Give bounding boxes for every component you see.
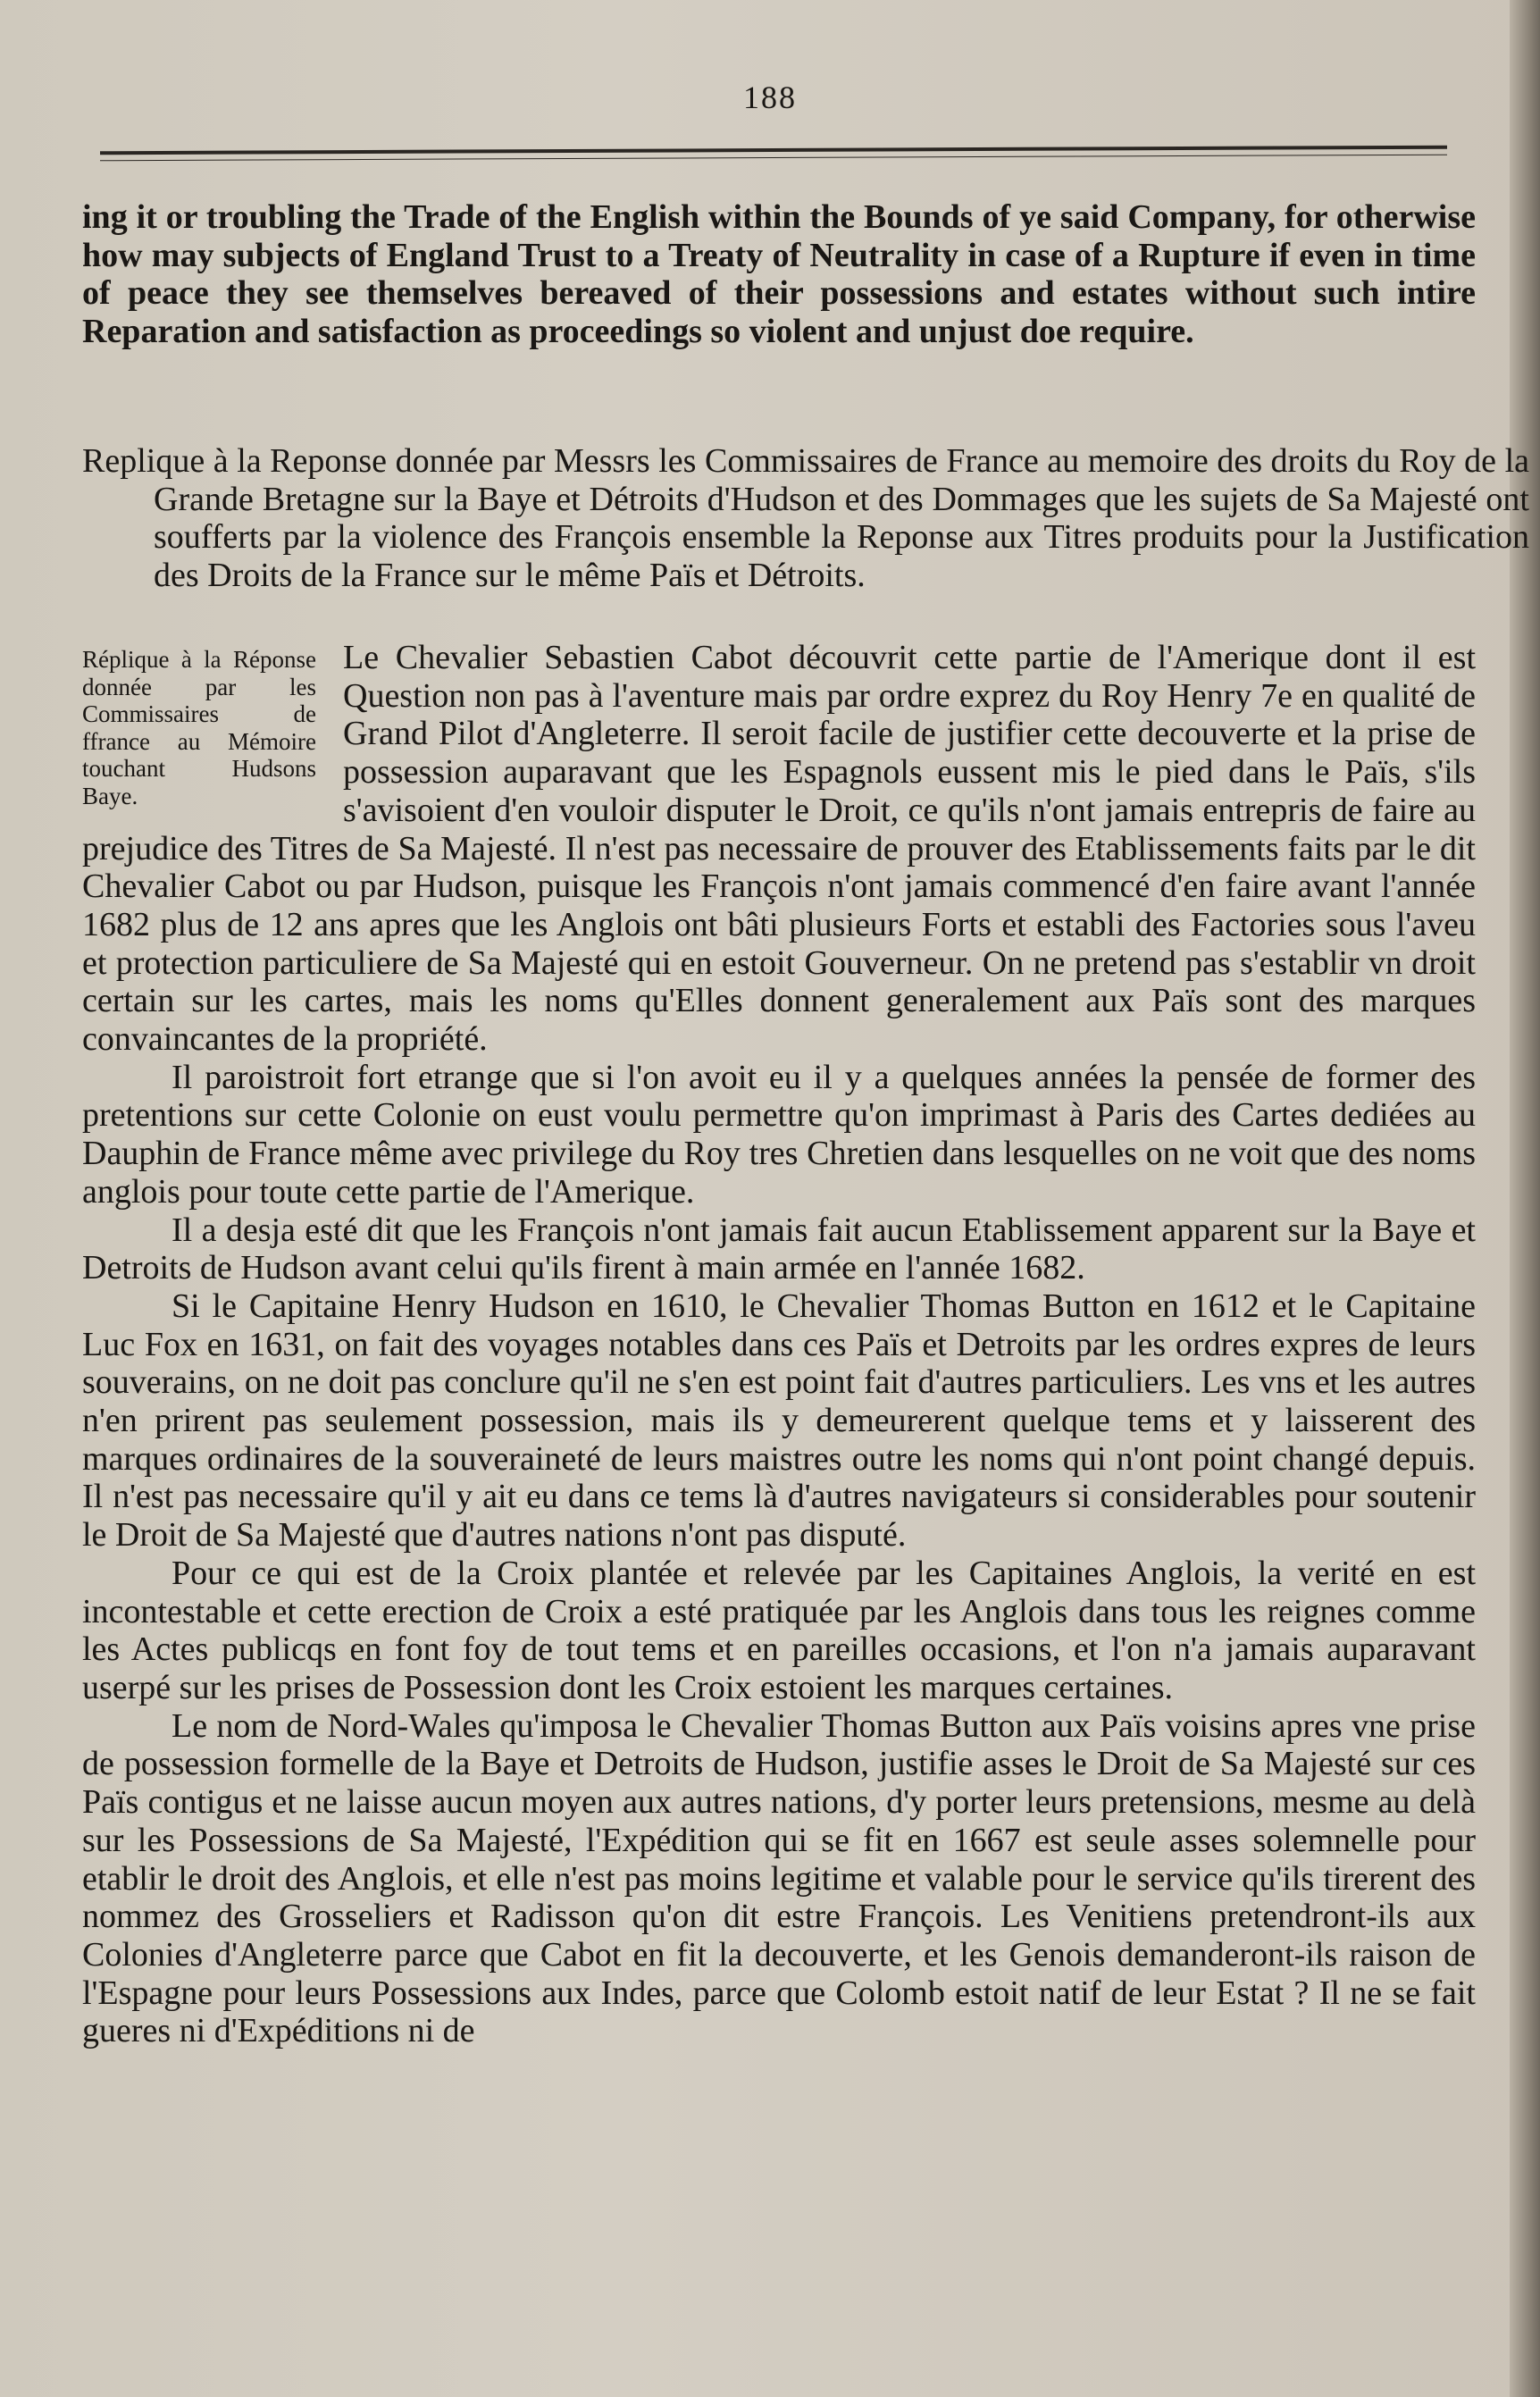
paragraph: Le nom de Nord-Wales qu'imposa le Chevalier Thomas Button aux Païs voisins apres vne prise de possession formelle de la Baye et Detroits de Hudson, justifie asses le Droit de Sa Majesté sur ces Païs contigus et ne laisse aucun moyen aux autres nations, d'y porter leurs pretensions, mesme au delà sur les Possessions de Sa Majesté, l'Expédition qui se fit en 1667 est seule asses solemnelle pour etablir le droit des Anglois, et elle n'est pas moins legitime et valable pour le service qu'ils tirerent des nommez des Grosseliers et Radisson qu'on dit estre François. Les Venitiens pretendront-ils aux Colonies d'Angleterre parce que Cabot en fit la decouverte, et les Genois demanderont-ils raison de l'Espagne pour leurs Possessions aux Indes, parce que Colomb estoit natif de leur Estat ? Il ne se fait gueres ni d'Expéditions ni de bbox=[82, 1706, 1476, 2050]
paragraph: Le Chevalier Sebastien Cabot découvrit cette partie de l'Amerique dont il est Question non pas à l'aventure mais par ordre exprez du Roy Henry 7e en qualité de Grand Pilot d'Angleterre. Il seroit facile de justifier cette decouverte et la prise de possession auparavant que les Espagnols eussent mis le pied dans le Païs, s'ils s'avisoient d'en vouloir disputer le Droit, ce qu'ils n'ont jamais entrepris de faire au prejudice des Titres de Sa Majesté. Il n'est pas necessaire de prouver des Etablissements faits par le dit Chevalier Cabot ou par Hudson, puisque les François n'ont jamais commencé d'en faire avant l'année 1682 plus de 12 ans apres que les Anglois ont bâti plusieurs Forts et establi des Factories sous l'aveu et protection particuliere de Sa Majesté qui en estoit Gouverneur. On ne pretend pas s'establir vn droit certain sur les cartes, mais les noms qu'Elles donnent generalement aux Païs sont des marques convaincantes de la propriété. bbox=[82, 639, 1476, 1059]
header-rule-thin bbox=[100, 155, 1447, 162]
page-number: 188 bbox=[743, 80, 797, 115]
paragraph: Il a desja esté dit que les François n'ont jamais fait aucun Etablissement apparent sur la Baye et Detroits de Hudson avant celui qu'ils firent à main armée en l'année 1682. bbox=[82, 1211, 1476, 1287]
page-edge bbox=[1510, 0, 1540, 2397]
paragraph: Pour ce qui est de la Croix plantée et relevée par les Capitaines Anglois, la verité en est incontestable et cette erection de Croix a esté pratiquée par les Anglois dans tous les reignes comme les Actes publicqs en font foy de tout tems et en pareilles occasions, et l'on n'a jamais auparavant userpé sur les prises de Possession dont les Croix estoient les marques certaines. bbox=[82, 1554, 1476, 1706]
section-heading-paragraph: Replique à la Reponse donnée par Messrs les Commissaires de France au memoire des droits du Roy de la Grande Bretagne sur la Baye et Détroits d'Hudson et des Dommages que les sujets de Sa Majesté ont soufferts par la violence des François ensemble la Reponse aux Titres produits pour la Justification des Droits de la France sur le même Païs et Détroits. bbox=[82, 442, 1529, 595]
paragraph: Si le Capitaine Henry Hudson en 1610, le Chevalier Thomas Button en 1612 et le Capitaine Luc Fox en 1631, on fait des voyages notables dans ces Païs et Detroits par les ordres expres de leurs souverains, on ne doit pas conclure qu'il ne s'en est point fait d'autres particuliers. Les vns et les autres n'en prirent pas seulement possession, mais ils y demeurerent quelque tems et y laisserent des marques ordinaires de la souveraineté de leurs maistres outre les noms qui n'ont point changé depuis. Il n'est pas necessaire qu'il y ait eu dans ce tems là d'autres navigateurs si considerables pour soutenir le Droit de Sa Majesté que d'autres nations n'ont pas disputé. bbox=[82, 1287, 1476, 1555]
header-rule bbox=[100, 146, 1447, 155]
paragraph: Il paroistroit fort etrange que si l'on avoit eu il y a quelques années la pensée de former des pretentions sur cette Colonie on eust voulu permettre qu'on imprimast à Paris des Cartes dediées au Dauphin de France même avec privilege du Roy tres Chretien dans lesquelles on ne voit que des noms anglois pour toute cette partie de l'Amerique. bbox=[82, 1058, 1476, 1211]
continued-paragraph: ing it or troubling the Trade of the English within the Bounds of ye said Company, for otherwise how may subjects of England Trust to a Treaty of Neutrality in case of a Rupture if even in time of peace they see themselves bereaved of their possessions and estates without such intire Reparation and satisfaction as proceedings so violent and unjust doe require. bbox=[82, 198, 1476, 351]
margin-note: Réplique à la Réponse donnée par les Commissaires de ffrance au Mémoire touchant Hudsons Baye. bbox=[82, 646, 316, 809]
body-text bbox=[82, 639, 1476, 2050]
